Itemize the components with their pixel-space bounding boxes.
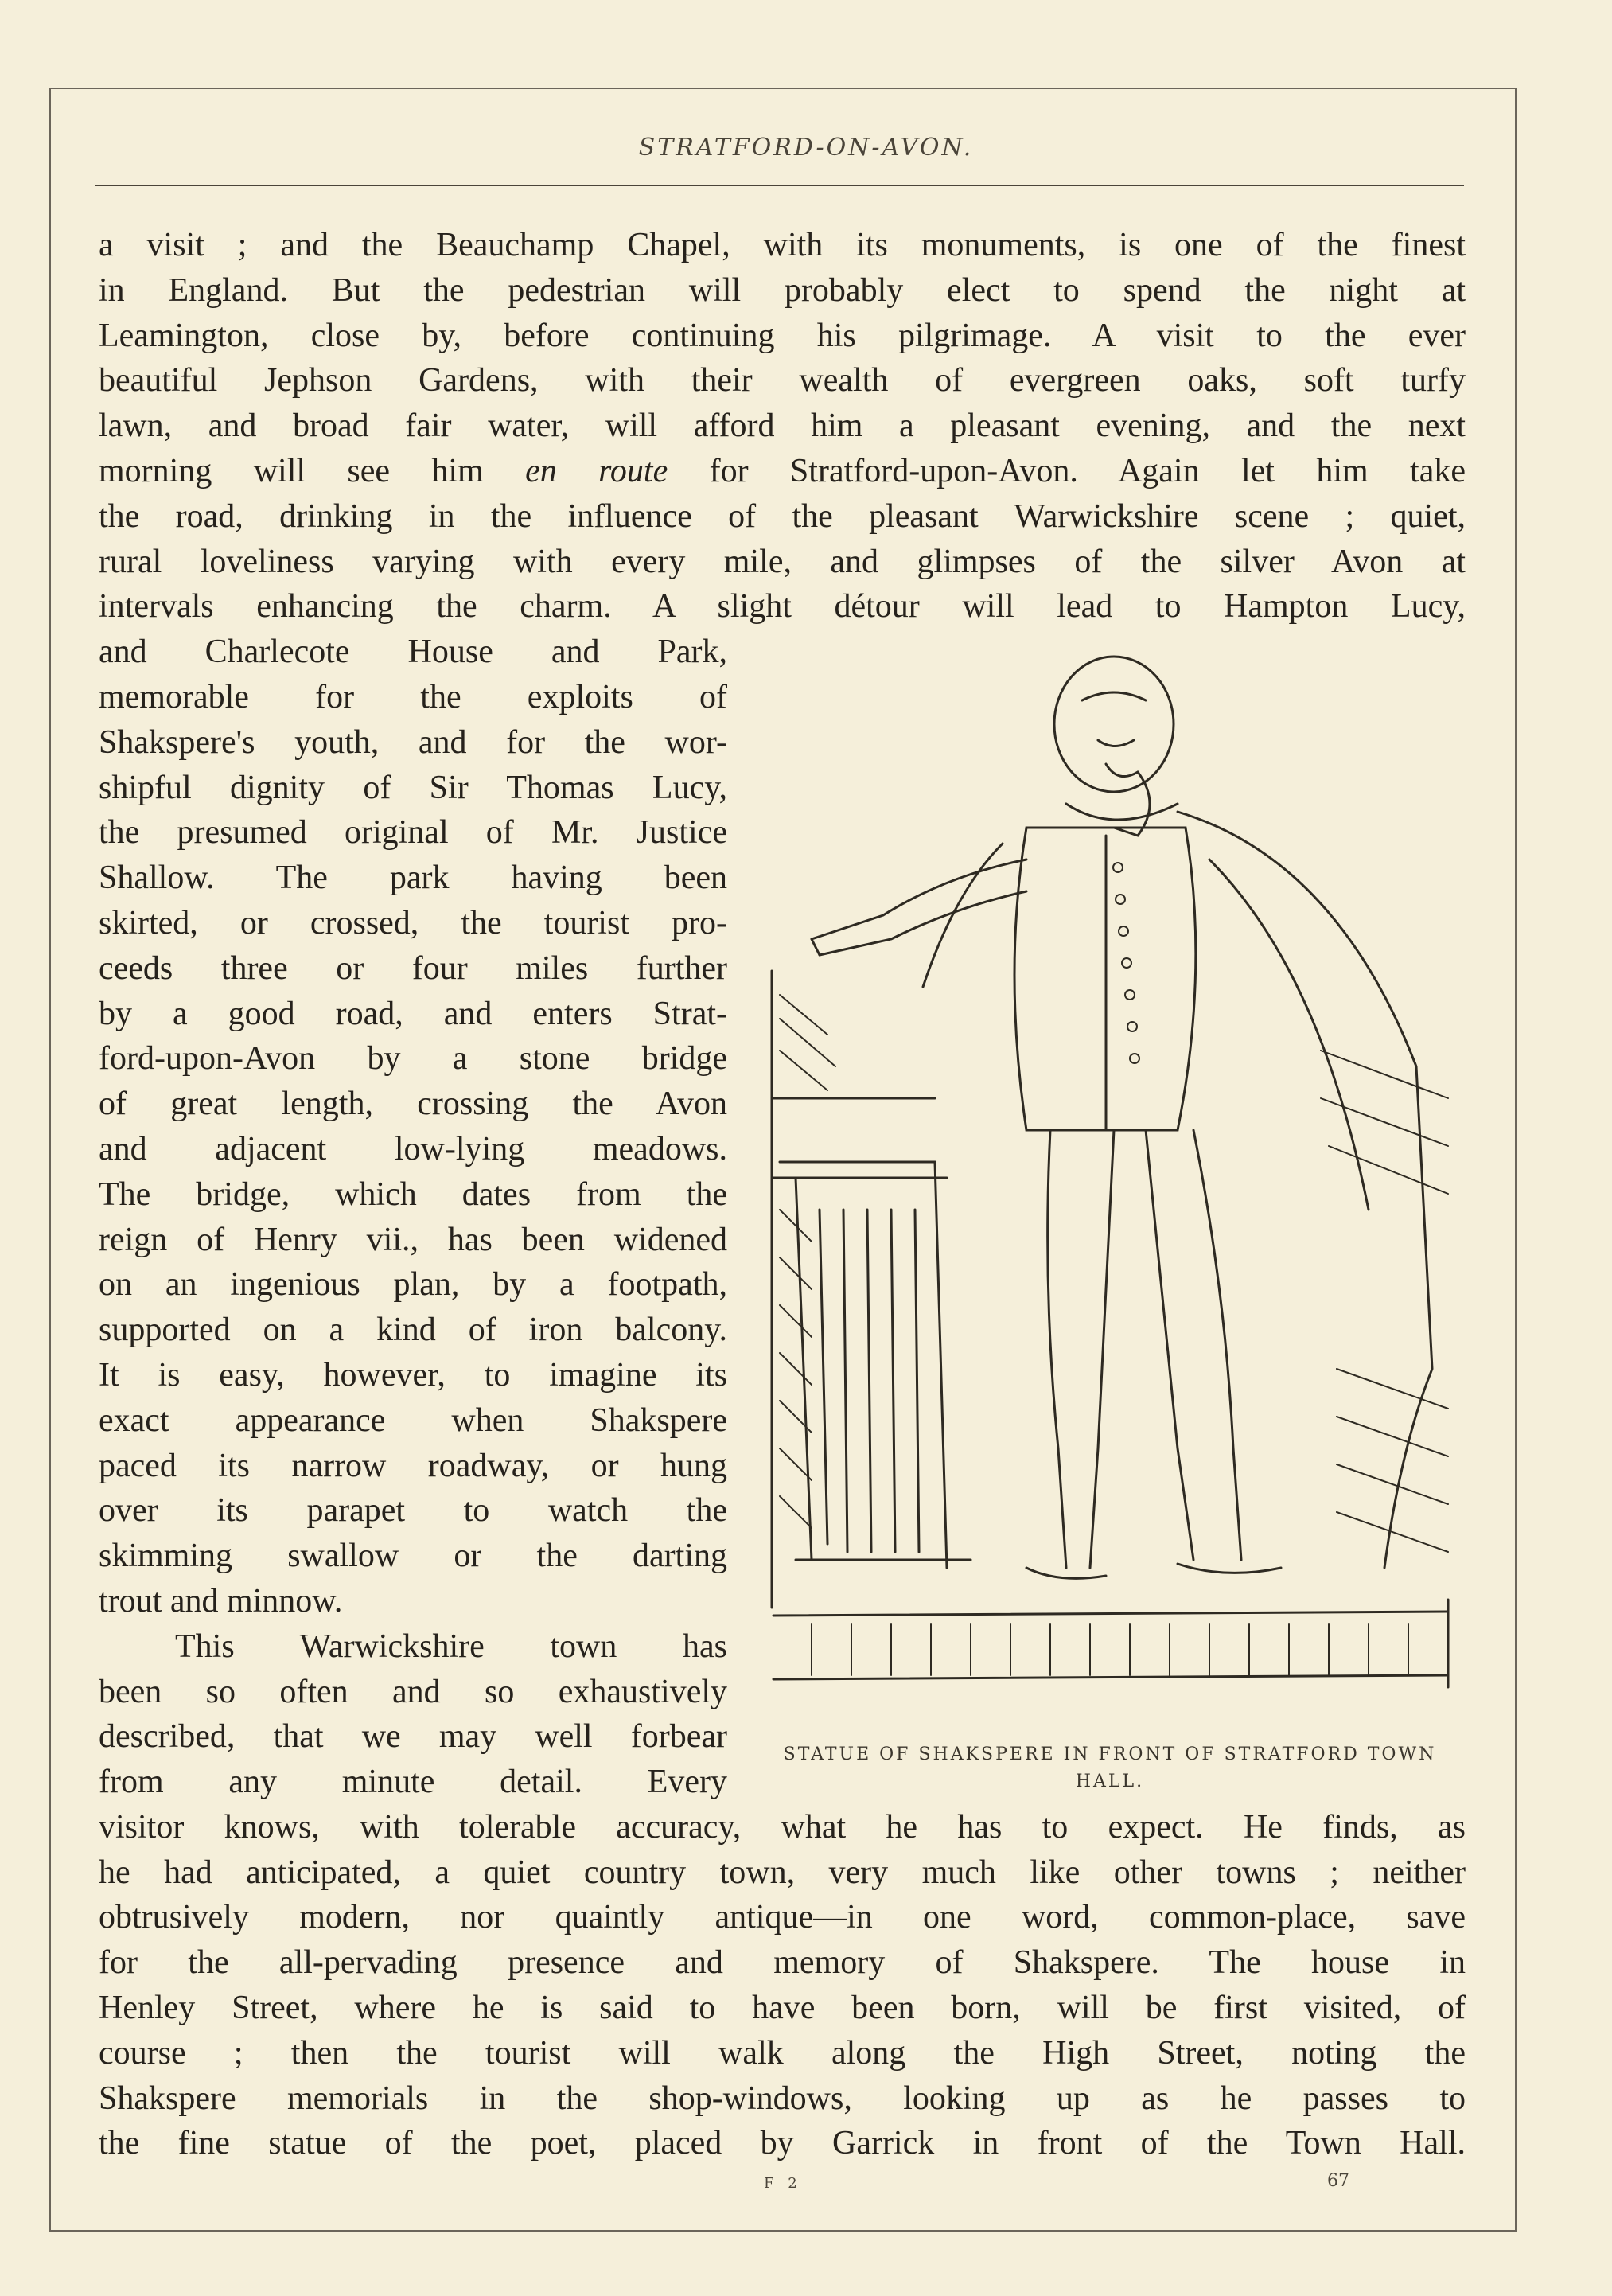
text-line: the presumed original of Mr. Justice xyxy=(99,814,727,852)
text-line: visitor knows, with tolerable accuracy, what he has to expect. He finds, as xyxy=(99,1808,1466,1846)
text-line: over its parapet to watch the xyxy=(99,1492,727,1530)
text-line: been so often and so exhaustively xyxy=(99,1673,727,1710)
text-line: paced its narrow roadway, or hung xyxy=(99,1447,727,1484)
page-number: 67 xyxy=(1327,2171,1349,2191)
text-fragment: morning will see him xyxy=(99,452,526,489)
text-line: and adjacent low-lying meadows. xyxy=(99,1130,727,1167)
statue-engraving xyxy=(764,653,1456,1719)
text-line: in England. But the pedestrian will probably elect to spend the night at xyxy=(99,271,1466,309)
text-line: supported on a kind of iron balcony. xyxy=(99,1312,727,1349)
text-line: It is easy, however, to imagine its xyxy=(99,1356,727,1394)
text-line: for the all-pervading presence and memory of Shakspere. The house in xyxy=(99,1944,1466,1982)
text-line: obtrusively modern, nor quaintly antique—in one word, common-place, save xyxy=(99,1899,1466,1936)
text-line-en-route xyxy=(99,449,1466,494)
text-line: memorable for the exploits of xyxy=(99,678,727,715)
italic-phrase: en route xyxy=(525,452,668,489)
text-line: ceeds three or four miles further xyxy=(99,949,727,987)
text-line: exact appearance when Shakspere xyxy=(99,1401,727,1439)
text-line: lawn, and broad fair water, will afford him a pleasant evening, and the next xyxy=(99,407,1466,445)
running-head: STRATFORD-ON-AVON. xyxy=(638,134,974,162)
text-line: a visit ; and the Beauchamp Chapel, with its monuments, is one of the finest xyxy=(99,227,1466,263)
text-line: Leamington, close by, before continuing his pilgrimage. A visit to the ever xyxy=(99,317,1466,354)
text-line: intervals enhancing the charm. A slight détour will lead to Hampton Lucy, xyxy=(99,588,1466,626)
text-line: course ; then the tourist will walk along the High Street, noting the xyxy=(99,2034,1466,2072)
text-line: This Warwickshire town has xyxy=(175,1627,727,1665)
text-line: Shakspere's youth, and for the wor- xyxy=(99,723,727,761)
text-line: ford-upon-Avon by a stone bridge xyxy=(99,1040,727,1078)
text-line: on an ingenious plan, by a footpath, xyxy=(99,1266,727,1304)
text-line: Shakspere memorials in the shop-windows, looking up as he passes to xyxy=(99,2080,1466,2117)
text-line: rural loveliness varying with every mile, and glimpses of the silver Avon at xyxy=(99,543,1466,580)
text-line: Shallow. The park having been xyxy=(99,860,727,897)
text-fragment: for Stratford-upon-Avon. Again let him take xyxy=(668,452,1466,489)
text-line: skimming swallow or the darting xyxy=(99,1538,727,1575)
text-line: shipful dignity of Sir Thomas Lucy, xyxy=(99,769,727,806)
text-line: the road, drinking in the influence of the pleasant Warwickshire scene ; quiet, xyxy=(99,497,1466,535)
text-line: Henley Street, where he is said to have been born, will be first visited, of xyxy=(99,1990,1466,2027)
text-line: and Charlecote House and Park, xyxy=(99,633,727,671)
text-line: The bridge, which dates from the xyxy=(99,1175,727,1213)
signature-mark: F 2 xyxy=(764,2175,802,2192)
figure-caption xyxy=(764,1741,1456,1795)
text-line: of great length, crossing the Avon xyxy=(99,1086,727,1123)
header-rule xyxy=(95,185,1464,186)
text-line: skirted, or crossed, the tourist pro- xyxy=(99,904,727,941)
text-line: described, that we may well forbear xyxy=(99,1718,727,1756)
text-line: beautiful Jephson Gardens, with their wealth of evergreen oaks, soft turfy xyxy=(99,362,1466,400)
text-line: reign of Henry vii., has been widened xyxy=(99,1221,727,1258)
text-line: by a good road, and enters Strat- xyxy=(99,995,727,1032)
text-line: he had anticipated, a quiet country town, very much like other towns ; neither xyxy=(99,1854,1466,1891)
text-line: the fine statue of the poet, placed by Garrick in front of the Town Hall. xyxy=(99,2125,1466,2162)
text-line: from any minute detail. Every xyxy=(99,1764,727,1801)
text-line: trout and minnow. xyxy=(99,1582,343,1620)
caption-line: STATUE OF SHAKSPERE IN FRONT OF STRATFORD TOWN xyxy=(783,1744,1437,1764)
caption-line: HALL. xyxy=(1075,1772,1145,1791)
